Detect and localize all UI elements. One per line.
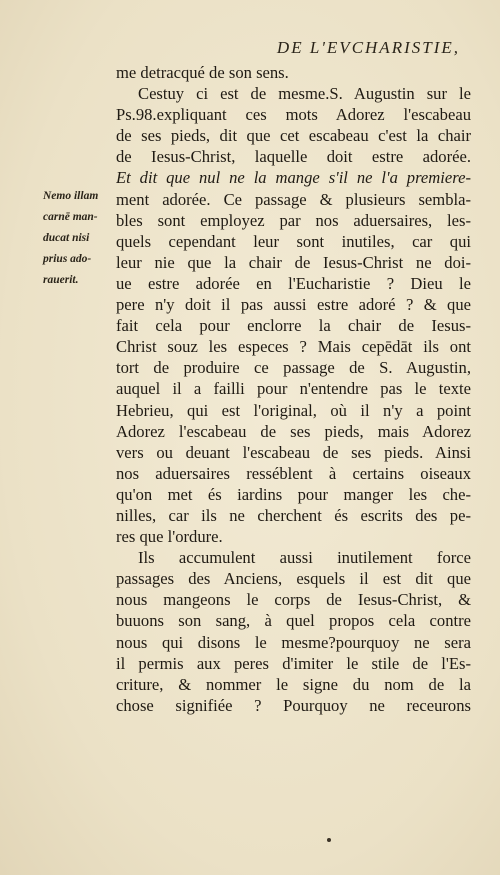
text-line: passages des Anciens, esquels il est dit que: [116, 569, 471, 589]
text-line: ment adorée. Ce passage & plusieurs sembla-: [116, 189, 471, 209]
text-line: de Iesus-Christ, laquelle doit estre adorée.: [116, 147, 471, 167]
text-line: res que l'ordure.: [116, 527, 223, 547]
text-line: Hebrieu, qui est l'original, où il n'y a point: [116, 400, 471, 420]
text-line: vers ou deuant l'escabeau de ses pieds. Ainsi: [116, 442, 471, 462]
margin-note-line: carnē man-: [43, 211, 98, 223]
text-line: nous mangeons le corps de Iesus-Christ, &: [116, 590, 471, 610]
margin-note-line: Nemo illam: [43, 190, 99, 202]
text-line: Cestuy ci est de mesme.S. Augustin sur le: [138, 84, 471, 104]
text-line: tort de produire ce passage de S. Augustin,: [116, 358, 471, 378]
text-line: Christ souz les especes ? Mais cepēdāt ils ont: [116, 337, 471, 357]
text-line: quels cependant leur sont inutiles, car qui: [116, 231, 471, 251]
text-line: nos aduersaires resséblent à certains oiseaux: [116, 463, 471, 483]
text-line: me detracqué de son sens.: [116, 63, 289, 82]
margin-note-line: rauerit.: [43, 274, 79, 286]
text-line: Ps.98.expliquant ces mots Adorez l'escabeau: [116, 105, 471, 125]
text-line: bles sont employez par nos aduersaires, les-: [116, 210, 471, 230]
text-line: pere n'y doit il pas aussi estre adoré ? & que: [116, 295, 471, 315]
text-line: Adorez l'escabeau de ses pieds, mais Adorez: [116, 421, 471, 441]
text-line: buuons son sang, à quel propos cela contre: [116, 611, 471, 631]
text-line: Ils accumulent aussi inutilement force: [138, 548, 471, 568]
text-line: leur nie que la chair de Iesus-Christ ne doi-: [116, 252, 471, 272]
text-line: auquel il a failli pour n'entendre pas le texte: [116, 379, 471, 399]
text-line: Et dit que nul ne la mange s'il ne l'a premiere-: [116, 168, 471, 188]
text-line: de ses pieds, dit que cet escabeau c'est la chair: [116, 126, 471, 146]
margin-note-line: prius ado-: [43, 253, 92, 265]
text-line: criture, & nommer le signe du nom de la: [116, 674, 471, 694]
body-text: [116, 62, 471, 716]
margin-note: [43, 186, 109, 291]
text-line: qu'on met és iardins pour manger les che-: [116, 484, 471, 504]
ink-fleck: [327, 838, 331, 842]
text-line: nous qui disons le mesme?pourquoy ne sera: [116, 632, 471, 652]
margin-note-line: ducat nisi: [43, 232, 90, 244]
text-line: il permis aux peres d'imiter le stile de l'Es-: [116, 653, 471, 673]
text-line: chose signifiée ? Pourquoy ne receurons: [116, 695, 471, 715]
text-line: nilles, car ils ne cherchent és escrits des pe-: [116, 505, 471, 525]
text-line: ue estre adorée en l'Eucharistie ? Dieu le: [116, 273, 471, 293]
text-line: fait cela pour enclorre la chair de Iesus-: [116, 316, 471, 336]
running-head: DE L'EVCHARISTIE,: [276, 38, 460, 57]
